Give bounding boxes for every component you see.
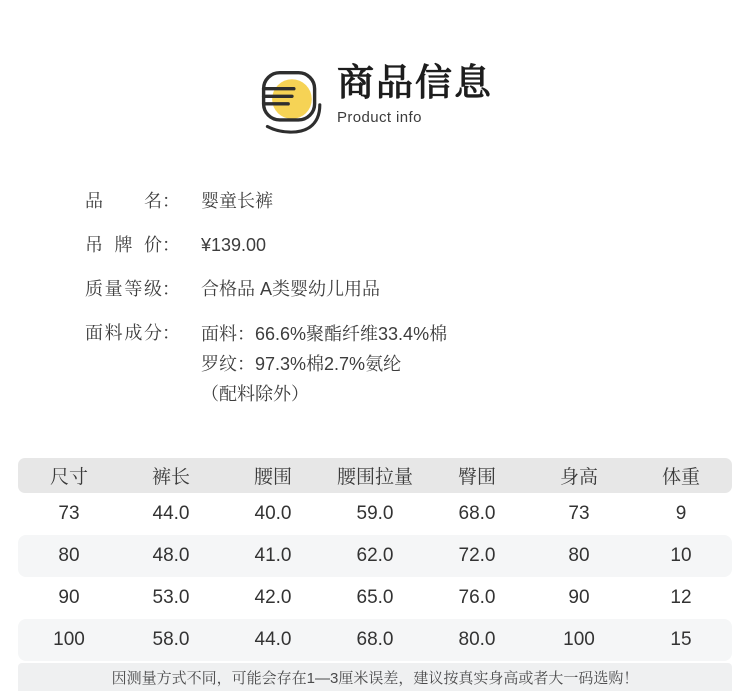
size-cell: 100 [53, 629, 85, 650]
size-cell: 44.0 [152, 503, 190, 524]
size-cell: 12 [670, 587, 692, 608]
detail-label [85, 187, 162, 215]
size-cell: 42.0 [254, 587, 292, 608]
detail-label [85, 275, 162, 303]
page-title: 商品信息 [337, 62, 493, 103]
size-cell: 90 [568, 587, 590, 608]
detail-value: 婴童长裤 [201, 191, 273, 211]
size-table-row [18, 577, 732, 619]
size-table-header-row [18, 458, 732, 493]
detail-label-char: 成 [124, 323, 143, 343]
size-column-header: 腰围 [253, 467, 292, 488]
detail-value: 合格品 A类婴幼儿用品 [201, 279, 381, 299]
detail-label-char: 牌 [114, 235, 133, 255]
size-cell: 80.0 [458, 629, 496, 650]
product-info-header [0, 62, 750, 136]
detail-colon: ： [162, 323, 180, 343]
detail-label-char: 量 [104, 279, 123, 299]
product-info-icon [257, 66, 325, 136]
size-cell: 59.0 [356, 503, 394, 524]
size-column-header: 腰围拉量 [336, 467, 413, 488]
detail-label-char: 等 [124, 279, 143, 299]
size-cell: 9 [675, 503, 687, 524]
detail-value-line: 罗纹：97.3%棉2.7%氨纶 [201, 354, 402, 374]
detail-colon: ： [162, 279, 180, 299]
product-details [85, 187, 447, 425]
detail-label-char: 质 [85, 279, 103, 299]
page-subtitle: Product info [337, 108, 422, 126]
size-cell: 15 [670, 629, 692, 650]
measurement-note [18, 663, 732, 691]
measurement-note-text: 因测量方式不同，可能会存在1—3厘米误差，建议按真实身高或者大一码选购！ [111, 669, 639, 687]
size-cell: 53.0 [152, 587, 190, 608]
size-cell: 10 [670, 545, 692, 566]
detail-label-char: 价 [144, 235, 162, 255]
detail-label-char: 名 [144, 191, 162, 211]
detail-row [85, 319, 447, 409]
detail-label-char: 吊 [85, 235, 103, 255]
size-table-row [18, 535, 732, 577]
size-cell: 48.0 [152, 545, 190, 566]
size-column-header: 身高 [559, 467, 598, 488]
detail-label-char: 料 [104, 323, 123, 343]
size-cell: 41.0 [254, 545, 292, 566]
detail-label-char: 分 [143, 323, 162, 343]
detail-label-char: 品 [85, 191, 103, 211]
detail-label [85, 231, 162, 259]
detail-label-char: 级 [143, 279, 162, 299]
size-cell: 40.0 [254, 503, 292, 524]
detail-value: ¥139.00 [201, 235, 267, 255]
size-table [18, 458, 732, 661]
size-cell: 58.0 [152, 629, 190, 650]
size-cell: 72.0 [458, 545, 496, 566]
size-column-header: 体重 [661, 467, 700, 488]
size-cell: 62.0 [356, 545, 394, 566]
detail-value [201, 319, 447, 409]
size-table-body [18, 493, 732, 661]
size-column-header: 尺寸 [49, 467, 88, 488]
size-cell: 76.0 [458, 587, 496, 608]
size-cell: 65.0 [356, 587, 394, 608]
size-cell: 80 [58, 545, 80, 566]
detail-value-line: （配料除外） [201, 384, 309, 404]
size-column-header: 臀围 [457, 467, 496, 488]
size-column-header: 裤长 [151, 467, 190, 488]
size-table-row [18, 619, 732, 661]
detail-colon: ： [162, 235, 180, 255]
size-cell: 44.0 [254, 629, 292, 650]
header-text [337, 62, 493, 126]
detail-row [85, 275, 447, 303]
detail-value-line: 面料：66.6%聚酯纤维33.4%棉 [201, 324, 448, 344]
size-cell: 90 [58, 587, 80, 608]
detail-row [85, 231, 447, 259]
size-cell: 73 [58, 503, 80, 524]
size-cell: 68.0 [356, 629, 394, 650]
size-cell: 100 [563, 629, 595, 650]
detail-label [85, 319, 162, 347]
size-cell: 68.0 [458, 503, 496, 524]
detail-label-char: 面 [85, 323, 103, 343]
size-table-row [18, 493, 732, 535]
detail-colon: ： [162, 191, 180, 211]
size-cell: 80 [568, 545, 590, 566]
size-cell: 73 [568, 503, 590, 524]
detail-row [85, 187, 447, 215]
